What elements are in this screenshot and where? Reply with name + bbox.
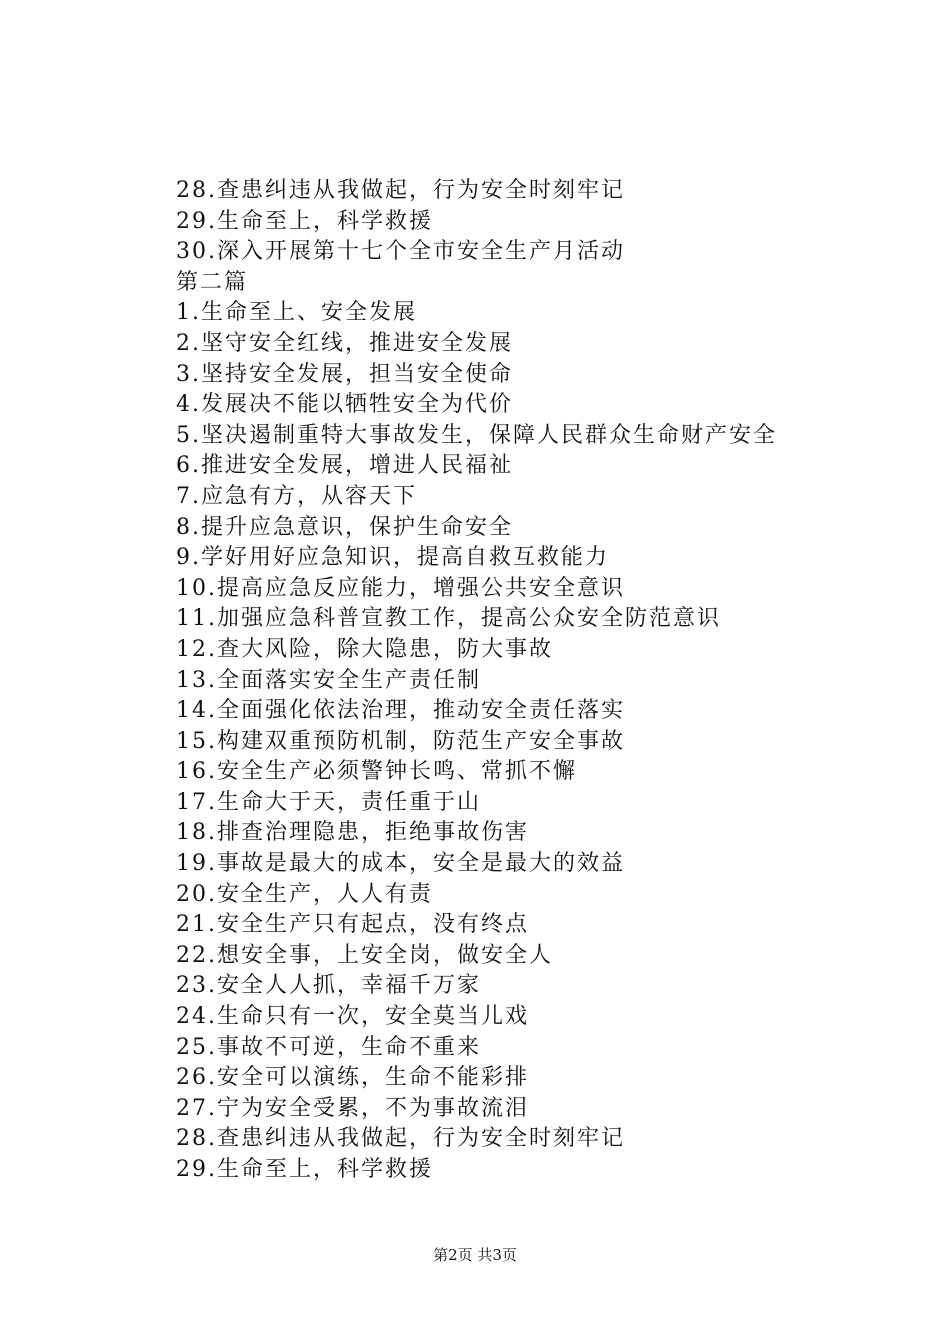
text-line: 21.安全生产只有起点，没有终点 [176, 912, 529, 938]
text-line: 15.构建双重预防机制，防范生产安全事故 [176, 728, 625, 754]
text-line: 17.生命大于天，责任重于山 [176, 789, 481, 815]
document-body [176, 176, 876, 1186]
text-line: 10.提高应急反应能力，增强公共安全意识 [176, 575, 625, 601]
text-line: 13.全面落实安全生产责任制 [176, 667, 481, 693]
text-line: 11.加强应急科普宣教工作，提高公众安全防范意识 [176, 606, 721, 632]
text-line: 29.生命至上，科学救援 [176, 1157, 433, 1182]
text-line: 16.安全生产必须警钟长鸣、常抓不懈 [176, 759, 577, 785]
text-line: 28.查患纠违从我做起，行为安全时刻牢记 [176, 1126, 625, 1152]
text-line: 14.全面强化依法治理，推动安全责任落实 [176, 698, 625, 724]
text-line: 29.生命至上，科学救援 [176, 208, 433, 234]
text-line: 7.应急有方，从容天下 [176, 483, 417, 509]
text-line: 27.宁为安全受累，不为事故流泪 [176, 1095, 529, 1121]
text-line: 24.生命只有一次，安全莫当儿戏 [176, 1004, 529, 1030]
text-line: 20.安全生产，人人有责 [176, 881, 433, 907]
text-line: 18.排查治理隐患，拒绝事故伤害 [176, 820, 529, 846]
text-line: 19.事故是最大的成本，安全是最大的效益 [176, 851, 625, 877]
text-line: 30.深入开展第十七个全市安全生产月活动 [176, 239, 625, 265]
page-number-footer: 第2页 共3页 [433, 1246, 517, 1264]
text-line: 9.学好用好应急知识，提高自救互救能力 [176, 545, 609, 571]
text-line: 23.安全人人抓，幸福千万家 [176, 973, 481, 999]
text-line: 8.提升应急意识，保护生命安全 [176, 514, 513, 540]
text-line: 5.坚决遏制重特大事故发生，保障人民群众生命财产安全 [176, 422, 777, 448]
text-line: 2.坚守安全红线，推进安全发展 [176, 330, 513, 356]
text-line: 22.想安全事，上安全岗，做安全人 [176, 942, 553, 968]
text-line: 12.查大风险，除大隐患，防大事故 [176, 636, 553, 662]
text-line: 1.生命至上、安全发展 [176, 300, 417, 326]
text-line: 25.事故不可逆，生命不重来 [176, 1034, 481, 1060]
text-line: 3.坚持安全发展，担当安全使命 [176, 361, 513, 387]
text-line: 4.发展决不能以牺牲安全为代价 [176, 392, 513, 418]
text-line: 28.查患纠违从我做起，行为安全时刻牢记 [176, 178, 625, 203]
text-line: 6.推进安全发展，增进人民福祉 [176, 453, 513, 479]
text-line: 26.安全可以演练，生命不能彩排 [176, 1065, 529, 1091]
section-heading: 第二篇 [176, 269, 249, 295]
